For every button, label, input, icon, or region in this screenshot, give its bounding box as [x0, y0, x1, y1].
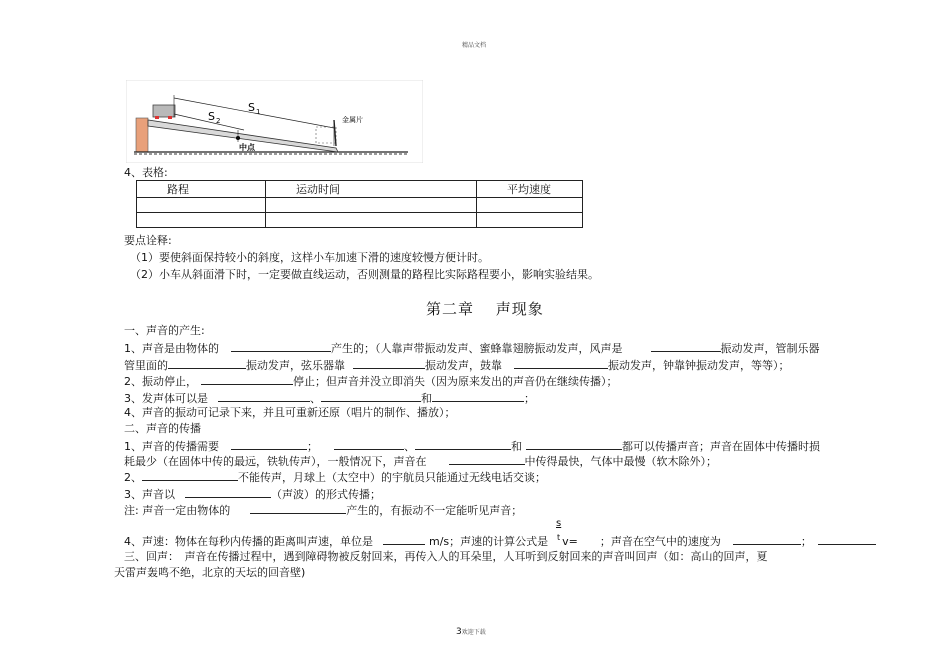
incline-figure: [126, 80, 423, 163]
table-header: 平均速度: [477, 181, 583, 198]
table-cell: [477, 198, 583, 213]
table-cell: [266, 198, 477, 213]
svg-text:S: S: [208, 110, 215, 123]
section-4-title: 4、表格:: [124, 166, 168, 179]
notes-title: 要点诠释:: [124, 234, 172, 247]
part2-line1: 1、声音的传播需要 ； 、 和 都可以传播声音；声音在固体中传播时损: [124, 440, 820, 453]
fraction-numerator: s: [556, 518, 562, 529]
part1-line4: 3、发声体可以是 、 和 ；: [124, 392, 535, 405]
part1-line1: 1、声音是由物体的 产生的；（人靠声带振动发声、蜜蜂靠翅膀振动发声，风声是 振动发声，管制乐器: [124, 342, 820, 355]
note-1: （1）要使斜面保持较小的斜度，这样小车加速下滑的速度较慢方便计时。: [130, 251, 489, 264]
cart: [153, 105, 175, 117]
svg-text:2: 2: [216, 117, 221, 125]
table-cell: [137, 213, 266, 228]
note-2: （2）小车从斜面滑下时，一定要做直线运动，否则测量的路程比实际路程要小，影响实验结果。: [130, 268, 599, 281]
svg-text:1: 1: [256, 108, 261, 116]
table-row: [137, 198, 583, 213]
table-cell: [266, 213, 477, 228]
part3-line1: 三、回声： 声音在传播过程中，遇到障碍物被反射回来，再传入人的耳朵里，人耳听到反射回来的声音叫回声（如：高山的回声，夏: [124, 550, 768, 563]
svg-text:金属片: 金属片: [342, 116, 363, 124]
part1-line3: 2、振动停止， 停止；但声音并没立即消失（因为原来发出的声音仍在继续传播）；: [124, 375, 618, 388]
svg-text:S: S: [248, 101, 255, 114]
chapter-title: 第二章 声现象: [426, 300, 544, 318]
header-tag: 精品文档: [462, 42, 487, 49]
part3-line2: 天雷声轰鸣不绝，北京的天坛的回音壁): [114, 566, 306, 579]
fraction-denominator: t: [557, 533, 561, 542]
part2-line4: 3、声音以 （声波）的形式传播；: [124, 488, 381, 501]
table-header-row: [137, 181, 583, 198]
table-row: [137, 213, 583, 228]
part2-title: 二、声音的传播: [124, 422, 201, 435]
svg-text:中点: 中点: [239, 143, 255, 152]
data-table: [136, 180, 583, 228]
part2-speed-line: 4、声速：物体在每秒内传播的距离叫声速，单位是 m/s；声速的计算公式是 v= ；声音在空气中的速度为 ；: [124, 533, 876, 549]
part1-title: 一、声音的产生:: [124, 324, 205, 337]
part2-line2: 耗最少（在固体中传的最远，铁轨传声），一般情况下，声音在 中传得最快，气体中最慢（软木除外）；: [124, 455, 717, 468]
part1-line5: 4、声音的振动可记录下来，并且可重新还原（唱片的制作、播放）；: [124, 406, 456, 419]
page-footer: 3欢迎下载: [456, 627, 486, 637]
table-header: 路程: [137, 181, 266, 198]
support-block: [136, 118, 148, 152]
part1-line2: 管里面的 振动发声，弦乐器靠 振动发声，鼓靠 振动发声，钟靠钟振动发声，等等）；: [124, 359, 790, 372]
table-cell: [477, 213, 583, 228]
part2-line5: 注: 声音一定由物体的 产生的，有振动不一定能听见声音；: [124, 504, 523, 517]
table-cell: [137, 198, 266, 213]
part2-line3: 2、 不能传声，月球上（太空中）的宇航员只能通过无线电话交谈；: [124, 471, 546, 484]
table-header: 运动时间: [266, 181, 477, 198]
